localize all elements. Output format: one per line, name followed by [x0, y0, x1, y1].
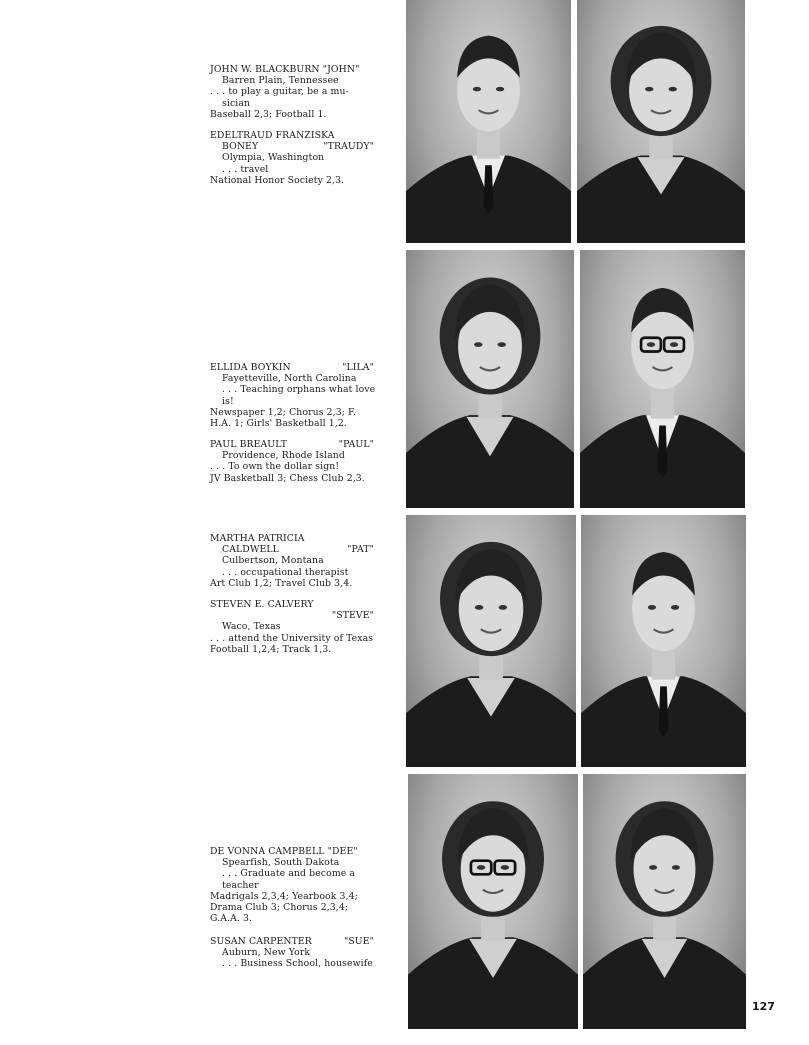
ambition-line: . . . Teaching orphans what love — [222, 384, 376, 396]
activities-line: Art Club 1,2; Travel Club 3,4. — [210, 577, 353, 589]
portrait-drawing — [581, 515, 746, 767]
student-entry-calvery — [210, 599, 374, 655]
student-name: PAUL BREAULT — [210, 439, 288, 450]
ambition-line: . . . attend the University of Texas — [210, 632, 374, 644]
eye-shape — [647, 342, 655, 347]
student-entry-campbell — [210, 846, 374, 924]
portrait-photo — [406, 515, 576, 767]
activities-line: G.A.A. 3. — [210, 913, 253, 925]
portrait-drawing — [580, 250, 745, 508]
activities-line: Madrigals 2,3,4; Yearbook 3,4; — [210, 890, 358, 902]
eye-shape — [670, 342, 678, 347]
eye-shape — [501, 865, 510, 870]
portrait-photo — [406, 0, 571, 243]
portrait-drawing — [408, 774, 578, 1029]
portrait-drawing — [406, 250, 574, 508]
student-entry-caldwell — [210, 533, 374, 589]
portrait-drawing — [583, 774, 746, 1029]
eye-shape — [475, 605, 484, 610]
activities-line: National Honor Society 2,3. — [210, 174, 345, 186]
student-name: ELLIDA BOYKIN — [210, 362, 291, 373]
eye-shape — [474, 342, 482, 347]
ambition-line: teacher — [222, 879, 259, 891]
student-entry-breault — [210, 439, 374, 484]
hometown: Barren Plain, Tennessee — [222, 75, 339, 87]
ambition-line: sician — [222, 97, 251, 109]
portrait-photo — [408, 774, 578, 1029]
hometown: Waco, Texas — [222, 621, 281, 633]
hometown: Spearfish, South Dakota — [222, 857, 340, 869]
eye-shape — [499, 605, 508, 610]
portrait-photo — [581, 515, 746, 767]
student-nickname: "TRAUDY" — [323, 141, 374, 153]
eye-shape — [672, 865, 680, 870]
student-entry-boney — [210, 130, 374, 186]
necktie-shape — [658, 425, 668, 477]
eye-shape — [669, 87, 677, 92]
student-entry-boykin — [210, 362, 374, 429]
eye-shape — [648, 605, 656, 610]
portrait-drawing — [406, 515, 576, 767]
student-entry-carpenter — [210, 936, 374, 970]
ambition-line: . . . To own the dollar sign! — [210, 461, 340, 473]
student-name: EDELTRAUD FRANZISKA — [210, 130, 335, 141]
necktie-shape — [659, 686, 669, 736]
ambition-line: . . . occupational therapist — [222, 566, 349, 578]
activities-line: Drama Club 3; Chorus 2,3,4; — [210, 902, 349, 914]
ambition-line: . . . Graduate and become a — [222, 868, 356, 880]
student-nickname: "PAUL" — [338, 439, 374, 450]
student-nickname: "SUE" — [343, 936, 374, 947]
student-name-continued: BONEY — [222, 141, 259, 153]
portrait-drawing — [577, 0, 745, 243]
eye-shape — [498, 342, 506, 347]
ambition-line: . . . Business School, housewife — [222, 958, 373, 970]
portrait-photo — [583, 774, 746, 1029]
hometown: Olympia, Washington — [222, 152, 325, 164]
hometown: Culbertson, Montana — [222, 555, 324, 567]
student-name-continued: CALDWELL — [222, 544, 279, 556]
student-name: SUSAN CARPENTER — [210, 936, 312, 947]
activities-line: H.A. 1; Girls' Basketball 1,2. — [210, 418, 347, 430]
student-name: DE VONNA CAMPBELL "DEE" — [210, 846, 358, 857]
eye-shape — [671, 605, 679, 610]
ambition-line: . . . travel — [222, 163, 269, 175]
eye-shape — [473, 87, 481, 92]
student-nickname: "STEVE" — [331, 610, 374, 622]
activities-line: Newspaper 1,2; Chorus 2,3; F. — [210, 406, 357, 418]
hometown: Providence, Rhode Island — [222, 450, 345, 462]
activities-line: JV Basketball 3; Chess Club 2,3. — [210, 472, 365, 484]
eye-shape — [496, 87, 504, 92]
student-entry-blackburn — [210, 64, 374, 120]
portrait-drawing — [406, 0, 571, 243]
eye-shape — [649, 865, 657, 870]
page-number: 127 — [752, 1000, 775, 1013]
activities-line: Football 1,2,4; Track 1,3. — [210, 643, 332, 655]
ambition-line: is! — [222, 395, 234, 407]
student-nickname: "LILA" — [342, 362, 374, 373]
portrait-photo — [577, 0, 745, 243]
student-nickname: "PAT" — [347, 544, 374, 556]
student-name: STEVEN E. CALVERY — [210, 599, 314, 610]
eye-shape — [477, 865, 486, 870]
portrait-photo — [580, 250, 745, 508]
necktie-shape — [484, 165, 494, 214]
student-name: MARTHA PATRICIA — [210, 533, 305, 544]
activities-line: Baseball 2,3; Football 1. — [210, 108, 327, 120]
neck-shape — [651, 384, 674, 418]
student-name: JOHN W. BLACKBURN "JOHN" — [210, 64, 360, 75]
portrait-photo — [406, 250, 574, 508]
hometown: Fayetteville, North Carolina — [222, 373, 357, 385]
hometown: Auburn, New York — [222, 947, 311, 959]
ambition-line: . . . to play a guitar, be a mu- — [210, 86, 349, 98]
eye-shape — [645, 87, 653, 92]
